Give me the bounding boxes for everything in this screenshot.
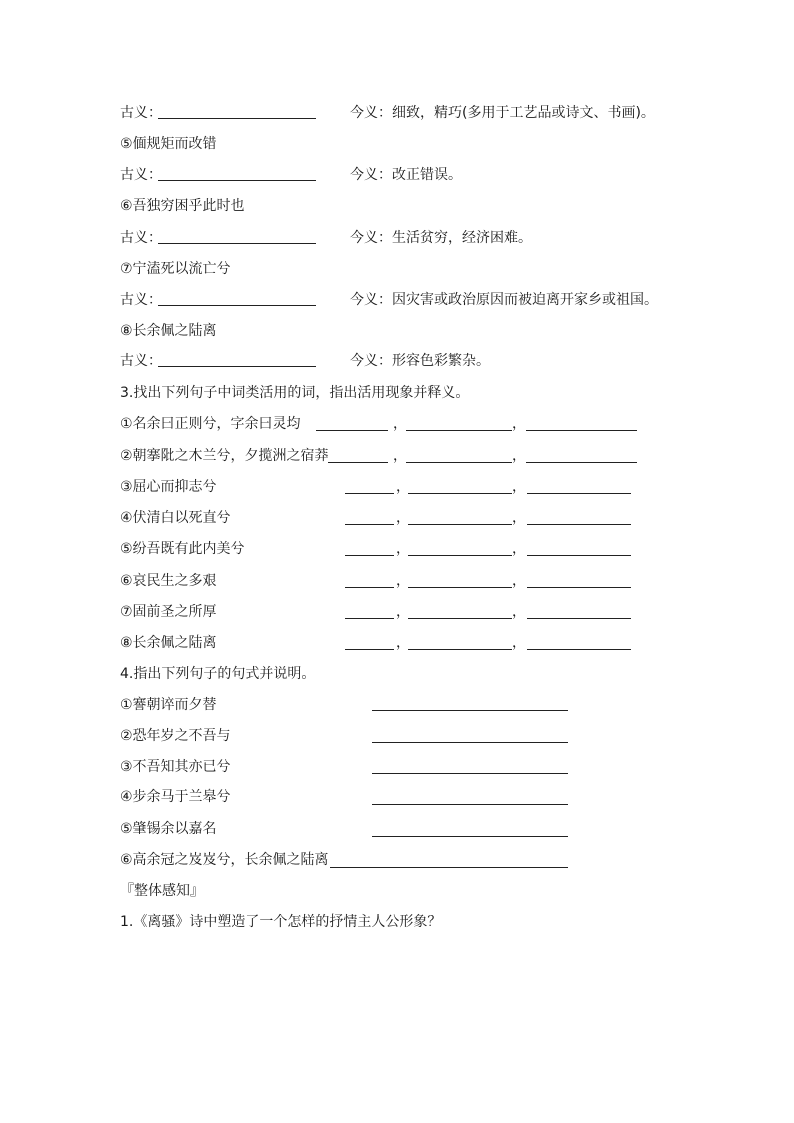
answer-blank[interactable] — [408, 573, 512, 588]
answer-blank[interactable] — [345, 604, 394, 619]
comma: ， — [393, 448, 407, 464]
answer-blank[interactable] — [372, 696, 568, 711]
section-4-title: 4.指出下列句子的句式并说明。 — [120, 666, 316, 682]
answer-blank[interactable] — [527, 635, 631, 650]
answer-blank[interactable] — [408, 604, 512, 619]
jin-meaning: 今义：细致，精巧(多用于工艺品或诗文、书画)。 — [350, 105, 655, 121]
comma: ， — [512, 448, 526, 464]
answer-blank[interactable] — [408, 510, 512, 525]
question-item: ③不吾知其亦已兮 — [120, 759, 231, 775]
question-item: ⑥高余冠之岌岌兮，长余佩之陆离 — [120, 852, 329, 868]
comma: ， — [512, 541, 526, 557]
question-item: ①名余曰正则兮，字余曰灵均 — [120, 416, 301, 432]
answer-blank[interactable] — [527, 479, 631, 494]
comma: ， — [512, 635, 526, 651]
gu-label: 古义： — [120, 292, 162, 308]
comma: ， — [512, 510, 526, 526]
answer-blank[interactable] — [408, 479, 512, 494]
question-item: ②朝搴阰之木兰兮，夕揽洲之宿莽 — [120, 448, 329, 464]
answer-blank[interactable] — [526, 448, 637, 463]
answer-blank[interactable] — [408, 635, 512, 650]
section-3-title: 3.找出下列句子中词类活用的词，指出活用现象并释义。 — [120, 385, 470, 401]
question-item: ⑤肇锡余以嘉名 — [120, 821, 217, 837]
jin-meaning: 今义：生活贫穷，经济困难。 — [350, 230, 532, 246]
answer-blank[interactable] — [345, 635, 394, 650]
answer-blank[interactable] — [527, 510, 631, 525]
question-item: ⑤纷吾既有此内美兮 — [120, 541, 245, 557]
gu-label: 古义： — [120, 167, 162, 183]
answer-blank[interactable] — [372, 822, 568, 837]
answer-blank[interactable] — [527, 604, 631, 619]
question-item: ⑥哀民生之多艰 — [120, 573, 217, 589]
answer-blank[interactable] — [526, 416, 637, 431]
question-item: ④步余马于兰皋兮 — [120, 789, 231, 805]
vocab-item: ⑤偭规矩而改错 — [120, 136, 217, 152]
comma: ， — [396, 604, 410, 620]
answer-blank[interactable] — [316, 416, 388, 431]
question-item: ④伏清白以死直兮 — [120, 510, 231, 526]
answer-blank[interactable] — [408, 541, 512, 556]
answer-blank[interactable] — [372, 728, 568, 743]
answer-blank[interactable] — [330, 853, 568, 868]
answer-blank[interactable] — [372, 790, 568, 805]
answer-blank[interactable] — [158, 291, 316, 306]
overall-heading: 『整体感知』 — [120, 883, 204, 899]
question-item: ①謇朝谇而夕替 — [120, 697, 217, 713]
question-item: ③屈心而抑志兮 — [120, 479, 217, 495]
vocab-item: ⑧长余佩之陆离 — [120, 323, 217, 339]
comma: ， — [512, 416, 526, 432]
comma: ， — [396, 541, 410, 557]
answer-blank[interactable] — [158, 166, 316, 181]
answer-blank[interactable] — [372, 759, 568, 774]
jin-meaning: 今义：形容色彩繁杂。 — [350, 353, 490, 369]
gu-label: 古义： — [120, 105, 162, 121]
gu-label: 古义： — [120, 230, 162, 246]
vocab-item: ⑦宁溘死以流亡兮 — [120, 261, 231, 277]
vocab-item: ⑥吾独穷困乎此时也 — [120, 198, 245, 214]
answer-blank[interactable] — [527, 573, 631, 588]
answer-blank[interactable] — [158, 229, 316, 244]
answer-blank[interactable] — [328, 448, 388, 463]
answer-blank[interactable] — [527, 541, 631, 556]
answer-blank[interactable] — [345, 479, 394, 494]
comma: ， — [512, 479, 526, 495]
jin-meaning: 今义：改正错误。 — [350, 167, 462, 183]
question-item: ⑧长余佩之陆离 — [120, 635, 217, 651]
jin-meaning: 今义：因灾害或政治原因而被迫离开家乡或祖国。 — [350, 292, 658, 308]
question-item: ②恐年岁之不吾与 — [120, 728, 231, 744]
answer-blank[interactable] — [406, 416, 512, 431]
comma: ， — [512, 573, 526, 589]
comma: ， — [396, 510, 410, 526]
comma: ， — [512, 604, 526, 620]
gu-label: 古义： — [120, 353, 162, 369]
answer-blank[interactable] — [345, 573, 394, 588]
answer-blank[interactable] — [158, 352, 316, 367]
answer-blank[interactable] — [345, 541, 394, 556]
comma: ， — [393, 416, 407, 432]
answer-blank[interactable] — [345, 510, 394, 525]
question-item: ⑦固前圣之所厚 — [120, 604, 217, 620]
comma: ， — [396, 573, 410, 589]
answer-blank[interactable] — [406, 448, 512, 463]
comma: ， — [396, 635, 410, 651]
overall-question-1: 1.《离骚》诗中塑造了一个怎样的抒情主人公形象？ — [120, 914, 442, 930]
comma: ， — [396, 479, 410, 495]
answer-blank[interactable] — [158, 104, 316, 119]
